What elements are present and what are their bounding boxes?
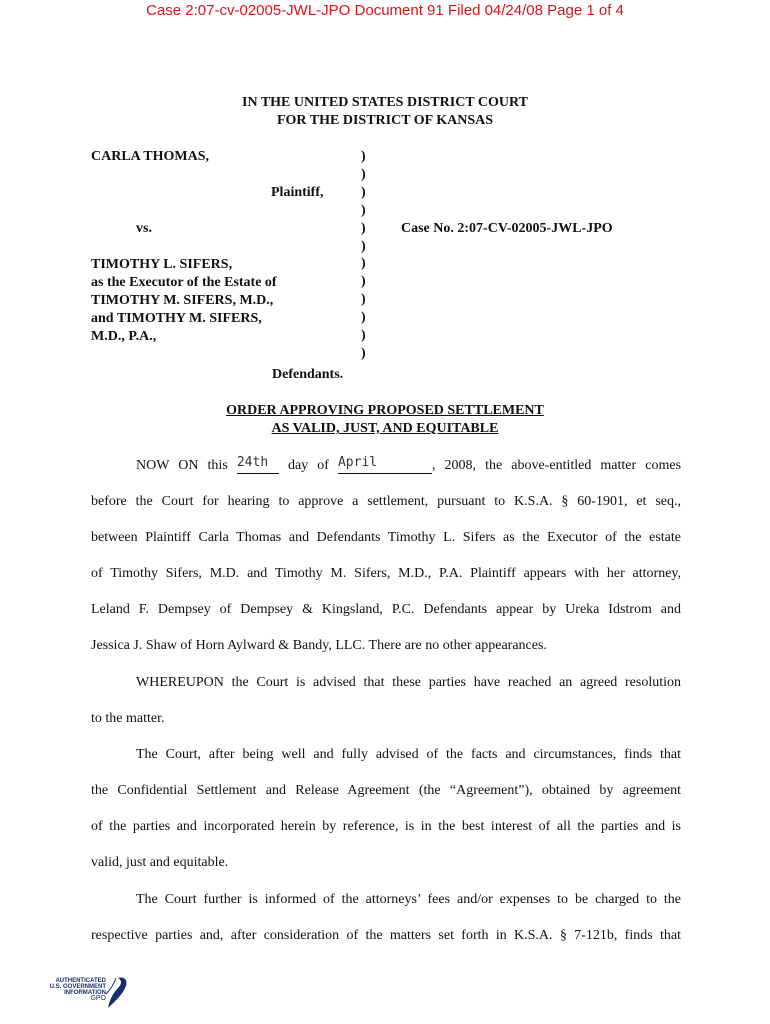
paren: ) [361, 256, 366, 272]
caption-parenthesis-column [361, 148, 366, 363]
order-title [0, 402, 770, 438]
gpo-authentication-seal [44, 972, 134, 1012]
paragraph-line: WHEREUPON the Court is advised that these parties have reached an agreed resolution [136, 675, 681, 690]
paragraph-line: The Court further is informed of the attorneys’ fees and/or expenses to be charged to the [136, 892, 681, 907]
paragraph-line: respective parties and, after consideration of the matters set forth in K.S.A. § 7-121b, finds that [91, 928, 681, 943]
paren: ) [361, 345, 366, 361]
case-number: Case No. 2:07-CV-02005-JWL-JPO [401, 221, 613, 236]
order-title-line-1: ORDER APPROVING PROPOSED SETTLEMENT [226, 403, 544, 418]
paragraph-line: before the Court for hearing to approve a settlement, pursuant to K.S.A. § 60-1901, et seq., [91, 494, 681, 509]
handwritten-day: 24th [236, 455, 269, 470]
paragraph-line: valid, just and equitable. [91, 855, 229, 870]
paragraph-line: Leland F. Dempsey of Dempsey & Kingsland, P.C. Defendants appear by Ureka Idstrom and [91, 602, 681, 617]
paragraph-findings [91, 737, 681, 881]
eagle-icon [44, 972, 134, 1012]
paragraph-line: of Timothy Sifers, M.D. and Timothy M. Sifers, M.D., P.A. Plaintiff appears with her attorney, [91, 566, 681, 581]
paragraph-line: to the matter. [91, 711, 165, 726]
court-line-1: IN THE UNITED STATES DISTRICT COURT [242, 95, 528, 110]
day-blank [236, 455, 279, 474]
paren: ) [361, 310, 366, 326]
defendants-label: Defendants. [272, 367, 344, 382]
paren: ) [361, 184, 366, 200]
ecf-header-stamp: Case 2:07-cv-02005-JWL-JPO Document 91 Filed 04/24/08 Page 1 of 4 [146, 2, 624, 19]
text-day-of: day of [287, 458, 329, 473]
seal-line: GPO [90, 995, 106, 1002]
paragraph-first-line [91, 448, 681, 484]
paren: ) [361, 149, 366, 164]
paren: ) [361, 328, 366, 344]
paragraph-line: The Court, after being well and fully advised of the facts and circumstances, finds that [136, 747, 681, 762]
plaintiff-label: Plaintiff, [271, 185, 324, 200]
paragraph-fees [91, 882, 681, 954]
defendant-line: and TIMOTHY M. SIFERS, [91, 311, 262, 326]
seal-line: AUTHENTICATED [55, 978, 106, 984]
seal-line: INFORMATION [64, 990, 106, 996]
handwritten-month: April [337, 455, 378, 470]
court-line-2: FOR THE DISTRICT OF KANSAS [276, 113, 493, 128]
paren: ) [361, 274, 366, 290]
text-now-on-this: NOW ON this [136, 458, 228, 473]
seal-line: U.S. GOVERNMENT [49, 984, 106, 990]
paragraph-whereupon [91, 665, 681, 737]
defendant-line: TIMOTHY L. SIFERS, [91, 257, 233, 272]
paragraph-line: the Confidential Settlement and Release Agreement (the “Agreement”), obtained by agreement [91, 783, 681, 798]
court-heading [0, 94, 770, 130]
defendant-line: as the Executor of the Estate of [91, 275, 277, 290]
defendant-line: TIMOTHY M. SIFERS, M.D., [91, 293, 274, 308]
paren: ) [361, 166, 366, 182]
versus-label: vs. [136, 221, 152, 236]
defendant-line: M.D., P.A., [91, 329, 157, 344]
order-title-line-2: AS VALID, JUST, AND EQUITABLE [271, 421, 499, 436]
paragraph-line: Jessica J. Shaw of Horn Aylward & Bandy, LLC. There are no other appearances. [91, 638, 547, 653]
paren: ) [361, 238, 366, 254]
paragraph-appearance [91, 448, 681, 664]
defendant-block [91, 256, 277, 346]
month-blank [337, 455, 432, 474]
paren: ) [361, 292, 366, 308]
plaintiff-name: CARLA THOMAS, [91, 149, 209, 164]
paragraph-line: of the parties and incorporated herein by reference, is in the best interest of all the parties and is [91, 819, 681, 834]
text-year-suffix: , 2008, the above-entitled matter comes [431, 458, 682, 473]
paren: ) [361, 202, 366, 218]
paragraph-line: between Plaintiff Carla Thomas and Defendants Timothy L. Sifers as the Executor of the estate [91, 530, 681, 545]
paren: ) [361, 220, 366, 236]
